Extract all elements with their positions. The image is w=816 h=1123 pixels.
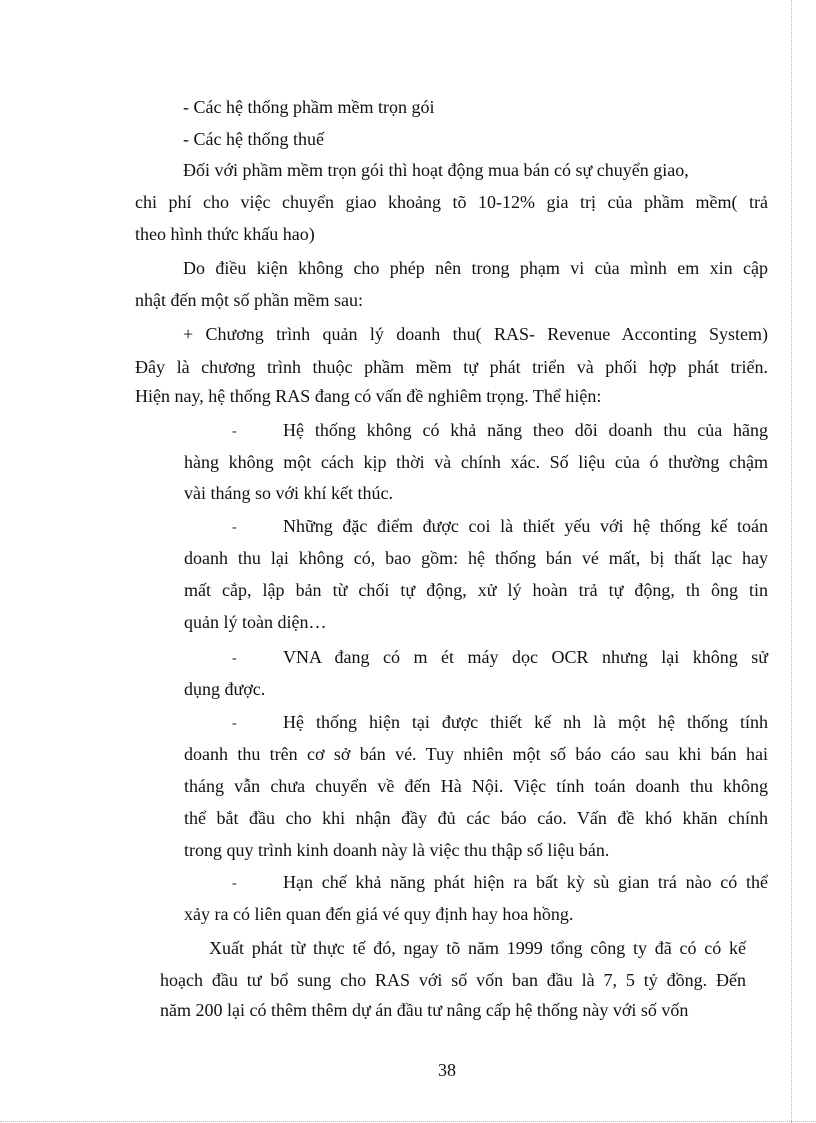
list-item: - Các hệ thống phầm mềm trọn gói <box>183 97 435 117</box>
paragraph-line: Đối với phầm mềm trọn gói thì hoạt động mua bán có sự chuyển giao, <box>183 160 689 180</box>
bullet-line: doanh thu lại không có, bao gồm: hệ thống bán vé mất, bị thất lạc hay <box>184 548 768 568</box>
bullet-marker: - <box>232 424 237 439</box>
bullet-line: Hệ thống không có khả năng theo dõi doanh thu của hãng <box>283 420 768 440</box>
paragraph-line: Hiện nay, hệ thống RAS đang có vấn đề nghiêm trọng. Thể hiện: <box>135 386 602 406</box>
bullet-line: quản lý toàn diện… <box>184 612 327 632</box>
bullet-line: Hạn chế khả năng phát hiện ra bất kỳ sù gian trá nào có thể <box>283 872 768 892</box>
paragraph-line: Do điều kiện không cho phép nên trong phạm vi của mình em xin cập <box>183 258 768 278</box>
paragraph-line: Đây là chương trình thuộc phầm mềm tự phát triển và phối hợp phát triển. <box>135 357 768 377</box>
bullet-line: tháng vẫn chưa chuyển về đến Hà Nội. Việc tính toán doanh thu không <box>184 776 768 796</box>
bullet-line: xảy ra có liên quan đến giá vé quy định hay hoa hồng. <box>184 904 574 924</box>
paragraph-line: năm 200 lại có thêm thêm dự án đầu tư nâng cấp hệ thống này với số vốn <box>160 1000 689 1020</box>
bullet-line: trong quy trình kinh doanh này là việc thu thập số liệu bán. <box>184 840 610 860</box>
bullet-line: VNA đang có m ét máy dọc OCR nhưng lại không sử <box>283 647 768 667</box>
paragraph-line: hoạch đầu tư bổ sung cho RAS với số vốn ban đầu là 7, 5 tỷ đồng. Đến <box>160 970 746 990</box>
paragraph-line: nhật đến một số phần mềm sau: <box>135 290 363 310</box>
bullet-marker: - <box>232 520 237 535</box>
bullet-marker: - <box>232 651 237 666</box>
bullet-line: vài tháng so với khí kết thúc. <box>184 483 393 503</box>
paragraph-line: + Chương trình quản lý doanh thu( RAS- Revenue Acconting System) <box>183 324 768 344</box>
bullet-line: mất cắp, lập bản từ chối tự động, xử lý hoàn trả tự động, th ông tin <box>184 580 768 600</box>
bullet-line: Hệ thống hiện tại được thiết kế nh là một hệ thống tính <box>283 712 768 732</box>
paragraph-line: chi phí cho việc chuyển giao khoảng tõ 10-12% gia trị của phầm mềm( trả <box>135 192 768 212</box>
page-number: 38 <box>438 1060 456 1080</box>
bullet-line: Những đặc điểm được coi là thiết yếu với hệ thống kế toán <box>283 516 768 536</box>
bullet-line: hàng không một cách kịp thời và chính xác. Số liệu của ó thường chậm <box>184 452 768 472</box>
paragraph-line: Xuất phát từ thực tế đó, ngay tõ năm 1999 tổng công ty đã có có kế <box>209 938 746 958</box>
bullet-line: doanh thu trên cơ sở bán vé. Tuy nhiên một số báo cáo sau khi bán hai <box>184 744 768 764</box>
bullet-marker: - <box>232 716 237 731</box>
bullet-line: dụng được. <box>184 679 266 699</box>
bullet-line: thể bắt đầu cho khi nhận đầy đủ các báo cáo. Vấn đề khó khăn chính <box>184 808 768 828</box>
paragraph-line: theo hình thức khấu hao) <box>135 224 315 244</box>
list-item: - Các hệ thống thuế <box>183 129 324 149</box>
bullet-marker: - <box>232 876 237 891</box>
